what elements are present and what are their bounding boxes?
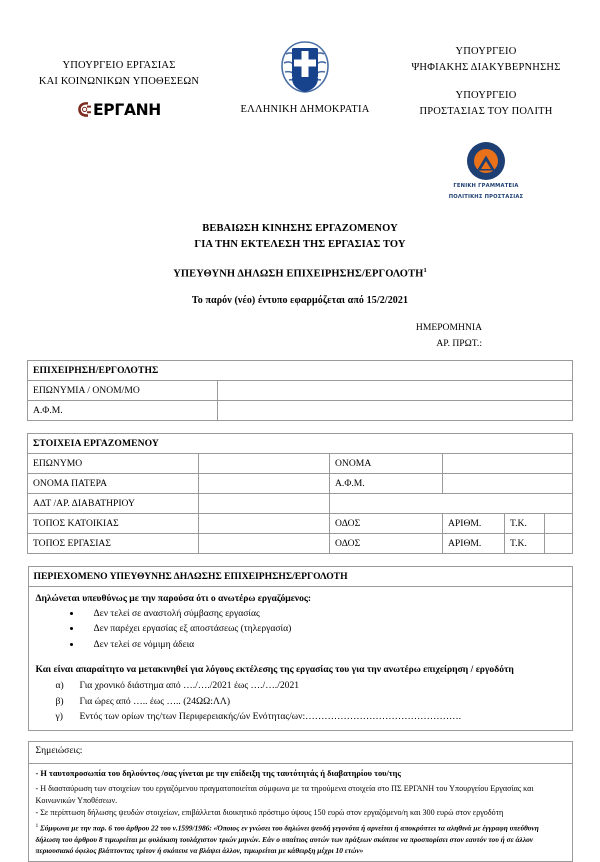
employee-fathername-label: ΟΝΟΜΑ ΠΑΤΕΡΑ	[28, 473, 199, 493]
residence-place-label: ΤΟΠΟΣ ΚΑΤΟΙΚΙΑΣ	[28, 513, 199, 533]
spacer	[0, 352, 600, 360]
employee-id-value[interactable]	[199, 493, 330, 513]
republic-block	[230, 36, 380, 118]
legal-footnote	[36, 822, 565, 857]
civil-protection-caption-line1: ΓΕΝΙΚΗ ΓΡΑΜΜΑΤΕΙΑ	[453, 183, 519, 190]
declaration-lettered-list	[36, 678, 565, 725]
table-row	[28, 566, 572, 586]
item-marker-b: β)	[55, 695, 64, 707]
table-row	[27, 400, 572, 420]
employer-vat-value[interactable]	[217, 400, 572, 420]
date-label: ΗΜΕΡΟΜΗΝΙΑ	[415, 322, 482, 334]
date-protocol-block	[0, 320, 600, 352]
table-row	[28, 453, 573, 473]
item-marker-a: α)	[55, 680, 64, 692]
title-line-2: ΓΙΑ ΤΗΝ ΕΚΤΕΛΕΣΗ ΤΗΣ ΕΡΓΑΣΙΑΣ ΤΟΥ	[194, 239, 406, 251]
title-line-1: ΒΕΒΑΙΩΣΗ ΚΙΝΗΣΗΣ ΕΡΓΑΖΟΜΕΝΟΥ	[202, 223, 398, 235]
declaration-box	[28, 566, 573, 731]
declaration-header: ΠΕΡΙΕΧΟΜΕΝΟ ΥΠΕΥΘΥΝΗΣ ΔΗΛΩΣΗΣ ΕΠΙΧΕΙΡΗΣΗΣ/ΕΡΓΟΛΟΤΗ	[28, 566, 572, 586]
note-crosscheck: - Η διασταύρωση των στοιχείων του εργαζόμενου πραγματοποιείται σύμφωνα με τα τηρούμενα στοιχεία στο ΠΣ ΕΡΓΑΝΗ του Υπουργείου Εργασίας και Κοινωνικών Υποθέσεων.	[35, 783, 534, 805]
employee-surname-value[interactable]	[199, 453, 330, 473]
civil-protection-inner-triangle	[481, 161, 491, 169]
list-item	[36, 709, 565, 725]
employee-vat-value[interactable]	[443, 473, 573, 493]
ministry-of-labour-block	[14, 36, 224, 127]
list-item	[36, 694, 565, 710]
employer-vat-label: Α.Φ.Μ.	[27, 400, 217, 420]
list-item	[36, 678, 565, 694]
subtitle-footnote-marker: 1	[423, 266, 427, 274]
notes-box	[28, 741, 573, 862]
employer-name-label: ΕΠΩΝΥΜΙΑ / ΟΝΟΜ/ΜΟ	[27, 380, 217, 400]
table-row	[28, 493, 573, 513]
employee-firstname-label: ΟΝΟΜΑ	[330, 453, 443, 473]
table-row	[28, 763, 572, 861]
employee-table	[27, 433, 573, 554]
table-row	[28, 473, 573, 493]
civil-protection-logo	[386, 142, 586, 201]
civil-protection-badge-icon	[467, 142, 505, 180]
ergani-logo	[77, 98, 161, 122]
item-marker-c: γ)	[55, 711, 63, 723]
notes-header: Σημειώσεις:	[28, 741, 572, 763]
spacer	[0, 421, 600, 433]
footnote-text: Σύμφωνα με την παρ. 6 του άρθρου 22 του ν.1599/1986: «Όποιος εν γνώσει του δηλώνει ψευδή γεγονότα ή αρνείται ή αποκρύπτει τα αληθινά με έγγραφη υπεύθυνη δήλωση του άρθρου 8 τιμωρείται με φυλάκιση τουλάχιστον τριών μηνών. Εάν ο υπαίτιος αυτών των πράξεων σκόπευε να προσπορίσει στον εαυτόν του ή σε άλλον περιουσιακό όφελος βλάπτοντας τρίτον ή σκόπευε να βλάψει άλλον, τιμωρείται με κάθειρξη μέχρι 10 ετών»	[35, 823, 539, 856]
employer-table	[27, 360, 573, 421]
republic-caption: ΕΛΛΗΝΙΚΗ ΔΗΜΟΚΡΑΤΙΑ	[240, 104, 370, 115]
ergani-mark-icon	[77, 101, 92, 118]
residence-postcode-label: Τ.Κ.	[505, 513, 545, 533]
workplace-label: ΤΟΠΟΣ ΕΡΓΑΣΙΑΣ	[28, 533, 199, 553]
ministry-digital-line2: ΨΗΦΙΑΚΗΣ ΔΙΑΚΥΒΕΡΝΗΣΗΣ	[411, 62, 561, 74]
employee-table-header: ΣΤΟΙΧΕΙΑ ΕΡΓΑΖΟΜΕΝΟΥ	[28, 433, 573, 453]
employee-id-extra[interactable]	[330, 493, 573, 513]
ergani-wordmark: ΕΡΓΑΝΗ	[93, 100, 161, 119]
residence-place-value[interactable]	[199, 513, 330, 533]
residence-postcode-value[interactable]	[545, 513, 573, 533]
residence-street-label: ΟΔΟΣ	[330, 513, 443, 533]
note-penalty: - Σε περίπτωση δήλωσης ψευδών στοιχείων, επιβάλλεται διοικητικό πρόστιμο ύψους 150 ευρώ στον εργαζόμενο/η και 300 ευρώ στον εργοδότη	[35, 807, 504, 817]
employer-name-value[interactable]	[217, 380, 572, 400]
employee-firstname-value[interactable]	[443, 453, 573, 473]
ministry-labour-line1: ΥΠΟΥΡΓΕΙΟ ΕΡΓΑΣΙΑΣ	[62, 60, 176, 71]
residence-number-label: ΑΡΙΘΜ.	[443, 513, 505, 533]
list-item: • Δεν παρέχει εργασίας εξ αποστάσεως (τηλεργασία)	[82, 621, 565, 637]
ministry-labour-line2: ΚΑΙ ΚΟΙΝΩΝΙΚΩΝ ΥΠΟΘΕΣΕΩΝ	[38, 76, 200, 88]
document-title-block	[0, 221, 600, 306]
item-text-c[interactable]: Εντός των ορίων της/των Περιφερειακής/ών Ενότητας/ων:………………………………………….	[79, 711, 462, 723]
workplace-street-label: ΟΔΟΣ	[330, 533, 443, 553]
workplace-postcode-value[interactable]	[545, 533, 573, 553]
ministry-digital-line1: ΥΠΟΥΡΓΕΙΟ	[455, 46, 517, 57]
ministries-right-block	[386, 36, 586, 201]
declaration-intro: Δηλώνεται υπευθύνως με την παρούσα ότι ο ανωτέρω εργαζόμενος:	[35, 592, 312, 604]
table-row	[28, 741, 572, 763]
employee-vat-label: Α.Φ.Μ.	[330, 473, 443, 493]
item-text-a[interactable]: Για χρονικό διάστημα από …./…./2021 έως …./…./2021	[79, 680, 300, 692]
title-subtitle	[0, 267, 600, 280]
header-gap	[386, 77, 586, 88]
ministry-protection-line1: ΥΠΟΥΡΓΕΙΟ	[455, 89, 517, 101]
spacer	[0, 554, 600, 566]
protocol-label: ΑΡ. ΠΡΩΤ.:	[436, 337, 482, 349]
employer-table-header: ΕΠΙΧΕΙΡΗΣΗ/ΕΡΓΟΛΟΤΗΣ	[27, 360, 572, 380]
item-text-b[interactable]: Για ώρες από ….. έως ….. (24ΩΩ:ΛΛ)	[79, 695, 231, 707]
title-applies-note: Το παρόν (νέο) έντυπο εφαρμόζεται από 15/2/2021	[191, 295, 409, 307]
workplace-postcode-label: Τ.Κ.	[505, 533, 545, 553]
document-header	[0, 0, 600, 201]
footnote-marker: 1	[35, 822, 39, 829]
ministry-protection-line2: ΠΡΟΣΤΑΣΙΑΣ ΤΟΥ ΠΟΛΙΤΗ	[419, 105, 553, 117]
employee-fathername-value[interactable]	[199, 473, 330, 493]
table-row	[28, 433, 573, 453]
declaration-middle-text: Και είναι απαραίτητο να μετακινηθεί για λόγους εκτέλεσης της εργασίας του για την ανωτέρω επιχείρηση / εργοδότη	[35, 664, 514, 676]
declaration-bullet-list	[36, 606, 565, 653]
table-row	[28, 586, 572, 730]
table-row	[27, 360, 572, 380]
notes-body	[28, 763, 572, 861]
note-identity: - Η ταυτοπροσωπία του δηλούντος /σας γίνεται με την επίδειξη της ταυτότητάς ή διαβατηρίου του/της	[35, 768, 401, 778]
table-row	[28, 513, 573, 533]
list-item: • Δεν τελεί σε αναστολή σύμβασης εργασίας	[82, 606, 565, 622]
table-row	[27, 380, 572, 400]
employee-id-label: ΑΔΤ /ΑΡ. ΔΙΑΒΑΤΗΡΙΟΥ	[28, 493, 199, 513]
subtitle-text: ΥΠΕΥΘΥΝΗ ΔΗΛΩΣΗ ΕΠΙΧΕΙΡΗΣΗΣ/ΕΡΓΟΛΟΤΗ	[173, 268, 424, 280]
greek-coat-of-arms-icon	[274, 36, 336, 98]
civil-protection-caption-line2: ΠΟΛΙΤΙΚΗΣ ΠΡΟΣΤΑΣΙΑΣ	[448, 193, 524, 200]
list-item: • Δεν τελεί σε νόμιμη άδεια	[82, 637, 565, 653]
table-row	[28, 533, 573, 553]
workplace-value[interactable]	[199, 533, 330, 553]
workplace-number-label: ΑΡΙΘΜ.	[443, 533, 505, 553]
spacer	[0, 731, 600, 741]
declaration-body	[28, 586, 572, 730]
employee-surname-label: ΕΠΩΝΥΜΟ	[28, 453, 199, 473]
